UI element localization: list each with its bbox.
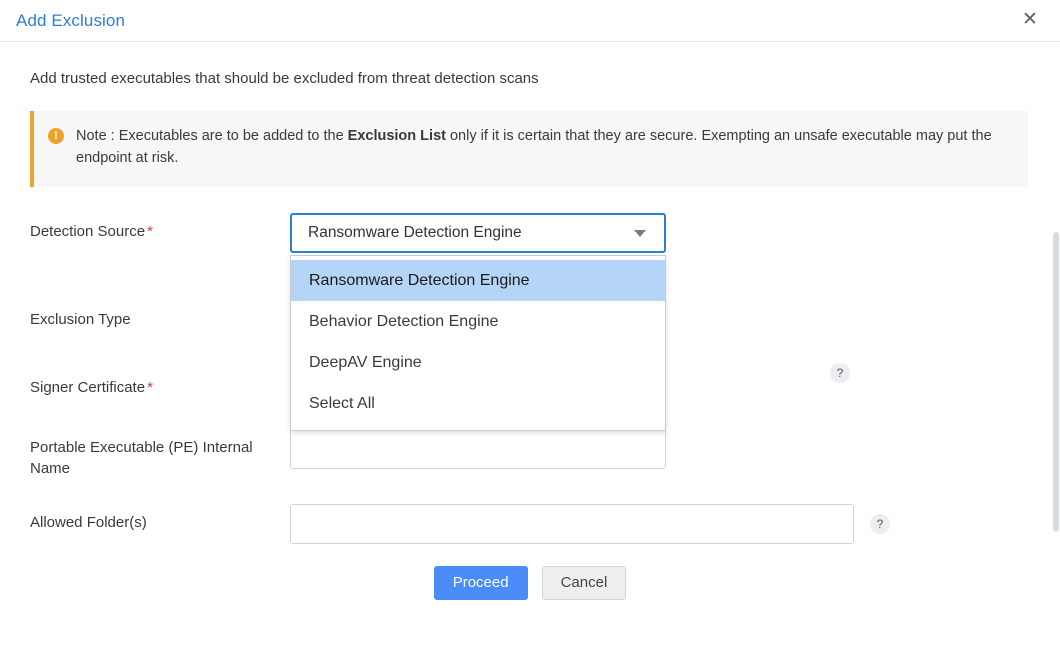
proceed-button[interactable]: Proceed [434, 566, 528, 600]
scrollbar-track[interactable] [1052, 42, 1060, 672]
chevron-down-icon [634, 230, 646, 237]
allowed-folders-label: Allowed Folder(s) [30, 514, 147, 531]
exclusion-form [30, 213, 1030, 600]
detection-source-label [30, 213, 290, 243]
allowed-folders-input[interactable] [290, 504, 854, 544]
required-marker: * [147, 378, 153, 396]
dropdown-option-select-all[interactable]: Select All [309, 395, 375, 412]
pe-internal-name-field [290, 429, 666, 469]
note-text [76, 125, 1012, 173]
note-banner [30, 111, 1028, 187]
detection-source-select[interactable] [290, 213, 666, 253]
detection-source-field [290, 213, 666, 412]
dropdown-option-ransomware[interactable]: Ransomware Detection Engine [291, 260, 665, 301]
required-marker: * [147, 223, 153, 240]
signer-certificate-label [30, 369, 290, 399]
detection-source-dropdown[interactable] [290, 255, 666, 431]
signer-certificate-help-icon[interactable]: ? [830, 363, 850, 383]
note-prefix: Note : Executables are to be added to the [76, 128, 348, 144]
form-row-allowed-folders [30, 504, 1030, 544]
dropdown-option-behavior[interactable]: Behavior Detection Engine [309, 313, 499, 330]
dropdown-option-deepav[interactable]: DeepAV Engine [309, 354, 422, 371]
page-title: Add Exclusion [16, 10, 126, 30]
cancel-button[interactable]: Cancel [542, 566, 627, 600]
scrollbar-thumb[interactable] [1053, 232, 1059, 532]
exclusion-type-label: Exclusion Type [30, 311, 131, 328]
note-emphasis: Exclusion List [347, 128, 446, 144]
close-icon[interactable]: ✕ [1022, 9, 1038, 30]
signer-certificate-label-text: Signer Certificate [30, 378, 146, 396]
detection-source-selected-value: Ransomware Detection Engine [308, 224, 522, 241]
allowed-folders-help-icon[interactable]: ? [870, 514, 890, 534]
detection-source-label-text: Detection Source [30, 223, 146, 240]
pe-internal-name-label: Portable Executable (PE) Internal Name [30, 438, 253, 478]
dialog-actions [30, 566, 1030, 600]
intro-text: Add trusted executables that should be excluded from threat detection scans [30, 70, 539, 87]
pe-internal-name-input[interactable] [290, 429, 666, 469]
warning-icon: ! [48, 128, 64, 144]
note-suffix: only if it is certain that they are secure. Exempting an unsafe executable may put the endpoint at risk. [76, 128, 992, 167]
dialog-header [0, 0, 1060, 42]
allowed-folders-field [290, 504, 854, 544]
dialog-body [0, 70, 1060, 600]
form-row-pe-internal-name [30, 429, 1030, 481]
